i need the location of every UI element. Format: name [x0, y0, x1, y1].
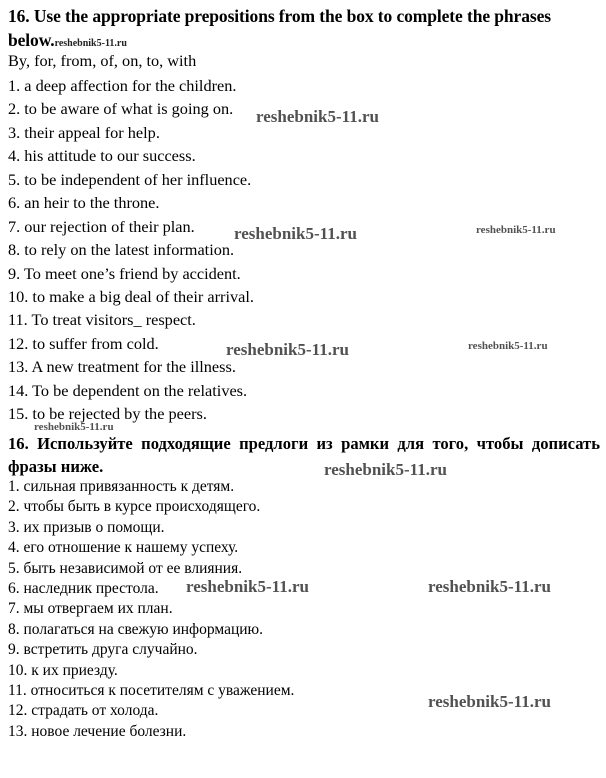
watermark: reshebnik5-11.ru: [256, 107, 379, 126]
exercise-en-title-line2-text: below.: [8, 30, 55, 50]
watermark: reshebnik5-11.ru: [34, 421, 114, 433]
list-item: 10. к их приезду.: [8, 661, 118, 679]
list-item: 2. чтобы быть в курсе происходящего.: [8, 498, 261, 516]
list-item: 9. To meet one’s friend by accident.: [8, 263, 241, 283]
list-item: 6. наследник престола.: [8, 579, 159, 597]
watermark: reshebnik5-11.ru: [476, 224, 556, 236]
list-item: 3. их призыв о помощи.: [8, 518, 165, 536]
watermark: reshebnik5-11.ru: [428, 577, 551, 596]
exercise-en-title: [8, 4, 600, 56]
list-item: 12. to suffer from cold.: [8, 333, 159, 353]
list-item: 13. новое лечение болезни.: [8, 722, 187, 740]
list-item: 4. his attitude to our success.: [8, 146, 196, 166]
exercise-en-title-line1: 16. Use the appropriate prepositions from the box to complete the phrases: [8, 6, 551, 26]
watermark: reshebnik5-11.ru: [226, 340, 349, 359]
watermark: reshebnik5-11.ru: [186, 577, 309, 596]
list-item: 8. to rely on the latest information.: [8, 240, 235, 260]
list-item: 15. to be rejected by the peers.: [8, 404, 207, 424]
list-item: 7. мы отвергаем их план.: [8, 600, 173, 618]
list-item: 13. A new treatment for the illness.: [8, 357, 236, 377]
exercise-ru-title: 16. Используйте подходящие предлоги из рамки для того, чтобы дописать фразы ниже.: [8, 434, 600, 476]
list-item: 11. относиться к посетителям с уважением.: [8, 681, 295, 699]
list-item: 5. быть независимой от ее влияния.: [8, 559, 243, 577]
watermark: reshebnik5-11.ru: [234, 224, 357, 243]
list-item: 3. their appeal for help.: [8, 122, 160, 142]
watermark: reshebnik5-11.ru: [428, 692, 551, 711]
list-item: 1. a deep affection for the children.: [8, 76, 237, 95]
watermark: reshebnik5-11.ru: [468, 340, 548, 352]
exercise-en-list: [8, 74, 254, 426]
list-item: 10. to make a big deal of their arrival.: [8, 286, 254, 306]
watermark: reshebnik5-11.ru: [324, 460, 447, 479]
exercise-ru-list: [8, 477, 294, 742]
list-item: 2. to be aware of what is going on.: [8, 99, 234, 119]
list-item: 14. To be dependent on the relatives.: [8, 380, 248, 400]
list-item: 6. an heir to the throne.: [8, 193, 160, 213]
list-item: 1. сильная привязанность к детям.: [8, 478, 235, 495]
list-item: 7. our rejection of their plan.: [8, 216, 195, 236]
list-item: 11. To treat visitors_ respect.: [8, 310, 196, 330]
list-item: 8. полагаться на свежую информацию.: [8, 620, 263, 638]
preposition-box-words: By, for, from, of, on, to, with: [8, 51, 197, 70]
list-item: 9. встретить друга случайно.: [8, 641, 198, 659]
list-item: 4. его отношение к нашему успеху.: [8, 539, 239, 557]
list-item: 12. страдать от холода.: [8, 702, 159, 720]
watermark-inline: reshebnik5-11.ru: [54, 38, 127, 49]
list-item: 5. to be independent of her influence.: [8, 169, 252, 189]
